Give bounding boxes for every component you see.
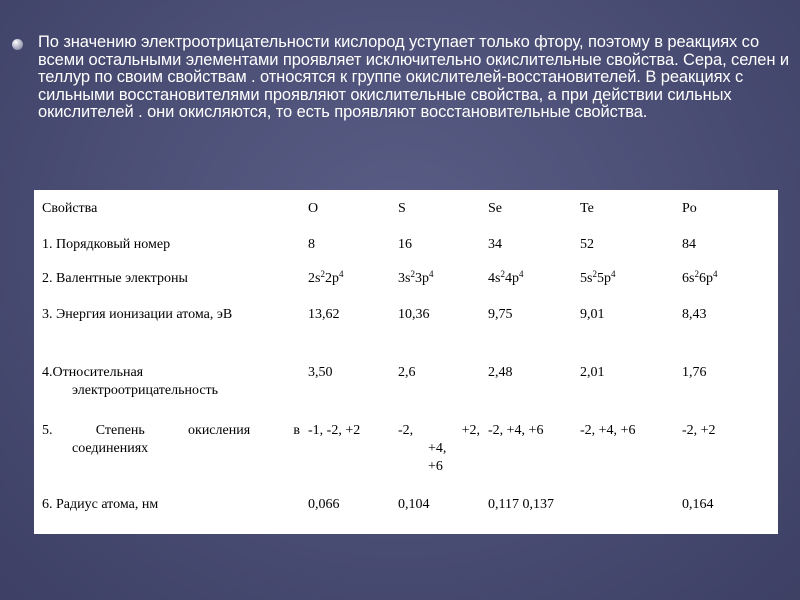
cell-te: $5s^25p^4$: [580, 269, 616, 286]
table-row: [34, 364, 778, 422]
row-label: 2. Валентные электроны: [42, 271, 188, 286]
table-header-row: [34, 190, 778, 236]
row-label: 3. Энергия ионизации атома, эВ: [42, 307, 233, 322]
cell-se: 2,48: [488, 365, 513, 380]
properties-table-grid: [34, 190, 778, 526]
cell-o: 0,066: [308, 497, 340, 512]
cell-s: 10,36: [398, 307, 430, 322]
header-s: S: [398, 201, 406, 216]
cell-po: 84: [682, 237, 696, 252]
row-label: 4.Относительная электроотрицательность: [42, 365, 219, 398]
cell-se: 0,117 0,137: [488, 497, 554, 512]
cell-o: $2s^22p^4$: [308, 269, 344, 286]
cell-se: -2, +4, +6: [488, 423, 544, 438]
cell-se: 9,75: [488, 307, 513, 322]
row-label: 6. Радиус атома, нм: [42, 497, 159, 512]
cell-o: -1, -2, +2: [308, 423, 361, 438]
cell-s: $3s^23p^4$: [398, 269, 434, 286]
header-te: Te: [580, 201, 594, 216]
cell-te: -2, +4, +6: [580, 423, 636, 438]
cell-te: 9,01: [580, 307, 605, 322]
table-row: [34, 236, 778, 270]
table-row: [34, 496, 778, 526]
cell-po: -2, +2: [682, 423, 716, 438]
table-row: [34, 270, 778, 306]
header-se: Se: [488, 201, 502, 216]
header-o: O: [308, 201, 319, 216]
cell-te: [576, 496, 678, 526]
bullet-icon: [12, 39, 23, 50]
properties-table: [34, 190, 778, 534]
header-properties: Свойства: [42, 201, 98, 216]
cell-s: 16: [398, 237, 412, 252]
cell-s: 0,104: [398, 497, 430, 512]
paragraph-text: По значению электроотрицательности кислород уступает только фтору, поэтому в реакциях со всеми остальными элементами проявляет исключительно окислительные свойства. Сера, селен и теллур по своим свойствам . относятся к группе окислителей-восстановителей. В реакциях с сильными восстановителями проявляют окислительные свойства, а при действии сильных окислителей . они окисляются, то есть проявляют восстановительные свойства.: [38, 33, 789, 121]
cell-po: 0,164: [682, 497, 714, 512]
cell-o: 3,50: [308, 365, 333, 380]
row-label: 1. Порядковый номер: [42, 237, 171, 252]
cell-o: 8: [308, 237, 315, 252]
table-row: [34, 422, 778, 496]
table-row: [34, 306, 778, 364]
cell-o: 13,62: [308, 307, 340, 322]
header-po: Po: [682, 201, 697, 216]
cell-po: 8,43: [682, 307, 707, 322]
cell-po: $6s^26p^4$: [682, 269, 718, 286]
cell-se: $4s^24p^4$: [488, 269, 524, 286]
row-label: 5. Степень окисления в соединениях: [42, 423, 300, 456]
cell-s: 2,6: [398, 365, 416, 380]
cell-po: 1,76: [682, 365, 707, 380]
cell-te: 2,01: [580, 365, 605, 380]
cell-te: 52: [580, 237, 594, 252]
cell-s: -2, +2, +4, +6: [398, 423, 480, 474]
cell-se: 34: [488, 237, 502, 252]
